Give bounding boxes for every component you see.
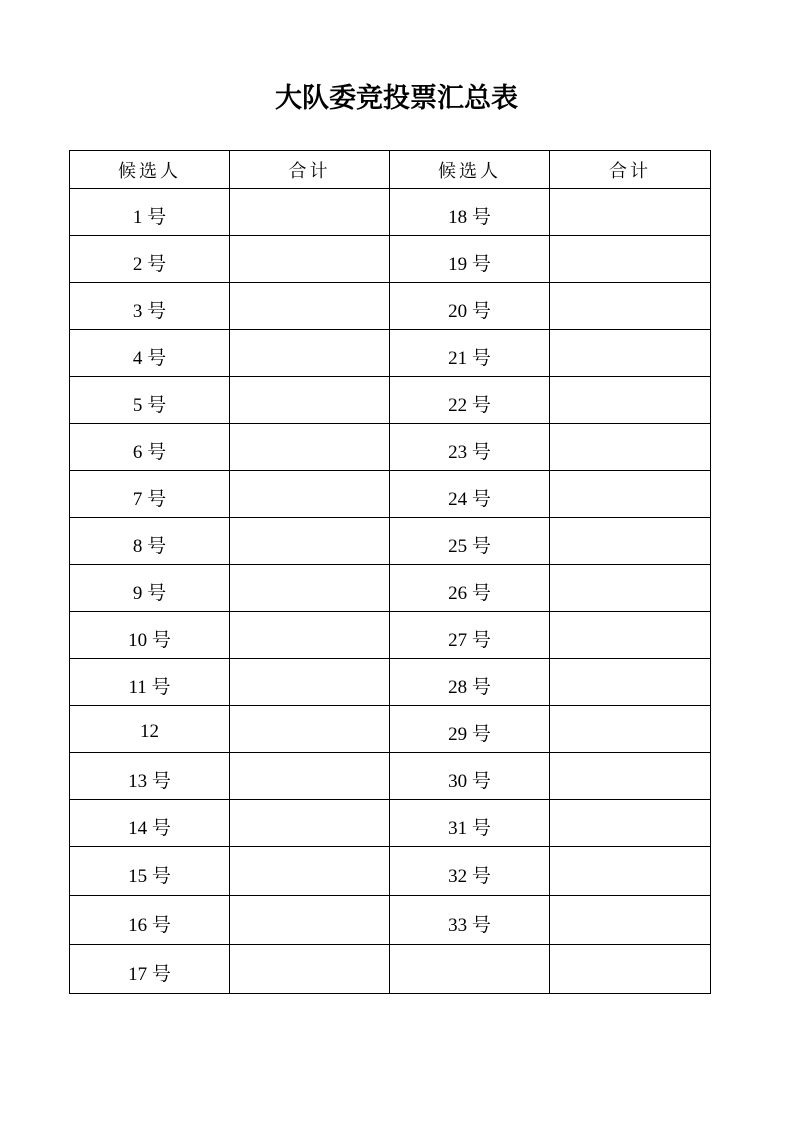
- candidate-cell: [70, 706, 230, 753]
- table-row: [70, 753, 711, 800]
- candidate-cell-label: 24 号: [448, 488, 491, 510]
- candidate-cell: [390, 612, 550, 659]
- candidate-cell: [70, 283, 230, 330]
- total-cell: [550, 847, 711, 896]
- candidate-cell: [70, 800, 230, 847]
- candidate-cell: [390, 800, 550, 847]
- total-cell: [230, 471, 390, 518]
- candidate-cell: [390, 659, 550, 706]
- candidate-cell: [390, 847, 550, 896]
- candidate-cell-label: 19 号: [448, 253, 491, 275]
- total-cell: [550, 236, 711, 283]
- candidate-cell-label: 17 号: [128, 963, 171, 985]
- total-cell: [230, 706, 390, 753]
- vote-summary-table: [69, 150, 711, 994]
- candidate-cell-label: 32 号: [448, 865, 491, 887]
- total-cell: [230, 800, 390, 847]
- candidate-cell-label: 12: [140, 721, 159, 742]
- table-row: [70, 330, 711, 377]
- candidate-cell-label: 28 号: [448, 676, 491, 698]
- total-cell: [550, 945, 711, 994]
- total-cell: [550, 471, 711, 518]
- total-cell: [550, 800, 711, 847]
- total-cell: [550, 518, 711, 565]
- candidate-cell-label: 31 号: [448, 817, 491, 839]
- candidate-cell: [390, 189, 550, 236]
- candidate-cell: [70, 565, 230, 612]
- total-cell: [230, 283, 390, 330]
- total-cell: [230, 753, 390, 800]
- candidate-cell-label: 29 号: [448, 723, 491, 745]
- candidate-cell: [70, 847, 230, 896]
- candidate-cell: [390, 896, 550, 945]
- candidate-cell-label: 18 号: [448, 206, 491, 228]
- candidate-cell-label: 6 号: [132, 441, 167, 463]
- candidate-cell-label: 23 号: [448, 441, 491, 463]
- candidate-cell: [70, 945, 230, 994]
- total-cell: [550, 330, 711, 377]
- candidate-cell-label: 5 号: [132, 394, 167, 416]
- table-body: [70, 189, 711, 994]
- candidate-cell-label: 15 号: [128, 865, 171, 887]
- total-cell: [230, 659, 390, 706]
- candidate-cell: [390, 706, 550, 753]
- total-cell: [550, 424, 711, 471]
- candidate-cell: [390, 565, 550, 612]
- table-row: [70, 945, 711, 994]
- candidate-cell: [390, 424, 550, 471]
- total-cell: [550, 283, 711, 330]
- candidate-cell: [390, 377, 550, 424]
- table-row: [70, 659, 711, 706]
- candidate-cell-label: 10 号: [128, 629, 171, 651]
- table-row: [70, 706, 711, 753]
- total-cell: [230, 565, 390, 612]
- total-cell: [230, 377, 390, 424]
- page-title: 大队委竞投票汇总表: [275, 83, 518, 114]
- candidate-cell: [390, 945, 550, 994]
- total-cell: [230, 189, 390, 236]
- table-row: [70, 189, 711, 236]
- candidate-cell-label: 20 号: [448, 300, 491, 322]
- candidate-cell: [70, 377, 230, 424]
- candidate-cell-label: 4 号: [132, 347, 167, 369]
- total-cell: [550, 565, 711, 612]
- candidate-cell: [70, 330, 230, 377]
- candidate-cell-label: 25 号: [448, 535, 491, 557]
- candidate-cell: [70, 424, 230, 471]
- candidate-cell: [390, 236, 550, 283]
- candidate-cell: [70, 659, 230, 706]
- candidate-cell-label: 21 号: [448, 347, 491, 369]
- table-row: [70, 283, 711, 330]
- table-header-row: [70, 151, 711, 189]
- table-row: [70, 847, 711, 896]
- table-row: [70, 896, 711, 945]
- total-cell: [230, 896, 390, 945]
- total-cell: [550, 377, 711, 424]
- candidate-cell-label: 7 号: [132, 488, 167, 510]
- candidate-cell: [70, 518, 230, 565]
- total-cell: [230, 330, 390, 377]
- candidate-cell-label: 16 号: [128, 914, 171, 936]
- header-total-left: 合计: [230, 151, 390, 189]
- candidate-cell: [390, 518, 550, 565]
- table-row: [70, 565, 711, 612]
- total-cell: [550, 189, 711, 236]
- candidate-cell-label: 27 号: [448, 629, 491, 651]
- candidate-cell-label: 33 号: [448, 914, 491, 936]
- total-cell: [550, 706, 711, 753]
- total-cell: [230, 236, 390, 283]
- total-cell: [550, 612, 711, 659]
- table-row: [70, 800, 711, 847]
- total-cell: [550, 896, 711, 945]
- candidate-cell: [70, 236, 230, 283]
- table-row: [70, 471, 711, 518]
- candidate-cell: [390, 283, 550, 330]
- candidate-cell: [70, 471, 230, 518]
- candidate-cell-label: 1 号: [132, 206, 167, 228]
- candidate-cell: [390, 753, 550, 800]
- table-row: [70, 377, 711, 424]
- header-total-right: 合计: [550, 151, 711, 189]
- total-cell: [230, 847, 390, 896]
- candidate-cell: [390, 471, 550, 518]
- candidate-cell-label: 22 号: [448, 394, 491, 416]
- total-cell: [230, 612, 390, 659]
- total-cell: [550, 659, 711, 706]
- header-candidate-right: 候选人: [390, 151, 550, 189]
- candidate-cell-label: 14 号: [128, 817, 171, 839]
- candidate-cell: [390, 330, 550, 377]
- total-cell: [230, 945, 390, 994]
- candidate-cell-label: 30 号: [448, 770, 491, 792]
- candidate-cell: [70, 896, 230, 945]
- table-row: [70, 424, 711, 471]
- candidate-cell-label: 3 号: [132, 300, 167, 322]
- candidate-cell-label: 26 号: [448, 582, 491, 604]
- header-candidate-left: 候选人: [70, 151, 230, 189]
- candidate-cell-label: 2 号: [132, 253, 167, 275]
- candidate-cell: [70, 753, 230, 800]
- candidate-cell-label: 9 号: [132, 582, 167, 604]
- total-cell: [550, 753, 711, 800]
- table-row: [70, 518, 711, 565]
- candidate-cell-label: 13 号: [128, 770, 171, 792]
- table-row: [70, 236, 711, 283]
- candidate-cell-label: 11 号: [128, 676, 171, 698]
- candidate-cell: [70, 189, 230, 236]
- candidate-cell-label: 8 号: [132, 535, 167, 557]
- candidate-cell: [70, 612, 230, 659]
- total-cell: [230, 424, 390, 471]
- table-row: [70, 612, 711, 659]
- total-cell: [230, 518, 390, 565]
